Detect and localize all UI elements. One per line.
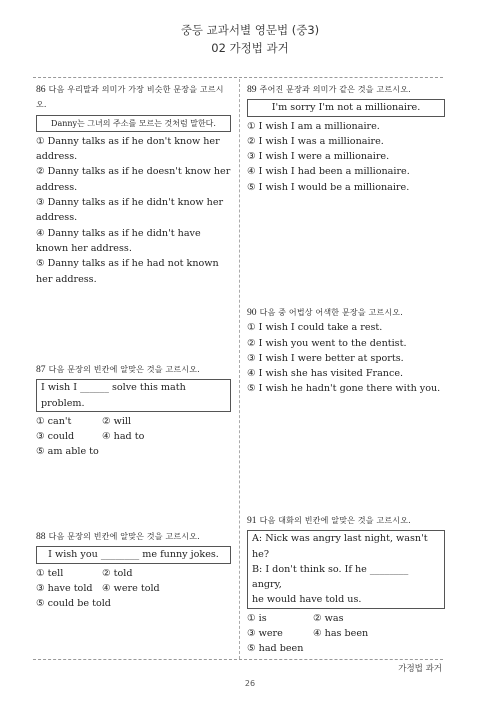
- footer-section-label: 가정법 과거: [398, 664, 442, 674]
- question-89-prompt: 89 주어진 문장과 의미가 같은 것을 고르시오.: [247, 84, 411, 95]
- question-86-option[interactable]: ① Danny talks as if he don't know her address.: [36, 135, 220, 163]
- question-86-option[interactable]: ③ Danny talks as if he didn't know her address.: [36, 197, 224, 224]
- question-88-option[interactable]: ④ were told: [102, 582, 160, 594]
- question-88-option[interactable]: ② told: [102, 567, 133, 579]
- question-89-option[interactable]: ② I wish I was a millionaire.: [247, 135, 384, 147]
- page-number: 26: [244, 679, 256, 688]
- question-91-prompt: 91 다음 대화의 빈칸에 알맞은 것을 고르시오.: [247, 515, 411, 526]
- question-88: [36, 529, 231, 611]
- question-88-box: I wish you ________ me funny jokes.: [36, 546, 231, 563]
- question-87-box: I wish I ______ solve this math problem.: [36, 379, 231, 412]
- question-88-option[interactable]: ⑤ could be told: [36, 598, 111, 610]
- question-90-option[interactable]: ③ I wish I were better at sports.: [247, 352, 404, 364]
- question-91-dialogue-box: [247, 530, 445, 608]
- question-87-prompt: 87 다음 문장의 빈칸에 알맞은 것을 고르시오.: [36, 364, 200, 375]
- dialogue-line: he would have told us.: [252, 594, 362, 606]
- question-91-option[interactable]: ② was: [313, 612, 344, 624]
- column-divider: [239, 79, 240, 659]
- page-header-subtitle: 02 가정법 과거: [211, 41, 289, 55]
- question-87: [36, 362, 231, 460]
- question-87-option[interactable]: ① can't: [36, 415, 72, 427]
- question-86-option[interactable]: ④ Danny talks as if he didn't have known her address.: [36, 227, 201, 254]
- question-87-option[interactable]: ③ could: [36, 431, 75, 443]
- question-89-option[interactable]: ③ I wish I were a millionaire.: [247, 151, 390, 163]
- question-87-option[interactable]: ④ had to: [102, 431, 145, 443]
- question-86-box: Danny는 그녀의 주소를 모르는 것처럼 말한다.: [36, 115, 231, 132]
- question-89-option[interactable]: ① I wish I am a millionaire.: [247, 120, 380, 132]
- question-90-prompt: 90 다음 중 어법상 어색한 문장을 고르시오.: [247, 307, 403, 318]
- question-89-box: I'm sorry I'm not a millionaire.: [247, 99, 445, 116]
- question-91-option[interactable]: ⑤ had been: [247, 643, 304, 655]
- dialogue-line: B: I don't think so. If he ________ angry,: [252, 563, 409, 591]
- question-90-option[interactable]: ① I wish I could take a rest.: [247, 322, 383, 334]
- question-87-option[interactable]: ② will: [102, 415, 132, 427]
- question-86: [36, 82, 231, 287]
- dialogue-line: A: Nick was angry last night, wasn't he?: [252, 533, 428, 560]
- question-88-option[interactable]: ① tell: [36, 567, 64, 579]
- bottom-divider: [33, 659, 443, 660]
- question-86-option[interactable]: ⑤ Danny talks as if he had not known her address.: [36, 258, 219, 285]
- question-88-option[interactable]: ③ have told: [36, 582, 93, 594]
- question-91: [247, 513, 445, 657]
- question-89-option[interactable]: ⑤ I wish I would be a millionaire.: [247, 181, 410, 193]
- question-87-option[interactable]: ⑤ am able to: [36, 446, 99, 458]
- top-divider: [33, 77, 443, 78]
- question-90: [247, 305, 445, 397]
- question-89: [247, 82, 445, 195]
- question-86-prompt: 86 다음 우리말과 의미가 가장 비슷한 문장을 고르시오.: [36, 84, 224, 110]
- question-91-option[interactable]: ③ were: [247, 628, 283, 640]
- question-90-option[interactable]: ④ I wish she has visited France.: [247, 368, 404, 380]
- question-88-prompt: 88 다음 문장의 빈칸에 알맞은 것을 고르시오.: [36, 531, 200, 542]
- question-91-option[interactable]: ④ has been: [313, 628, 369, 640]
- question-89-option[interactable]: ④ I wish I had been a millionaire.: [247, 166, 410, 178]
- page-header-title: 중등 교과서별 영문법 (중3): [180, 23, 320, 37]
- question-91-option[interactable]: ① is: [247, 612, 267, 624]
- question-90-option[interactable]: ② I wish you went to the dentist.: [247, 337, 407, 349]
- question-86-option[interactable]: ② Danny talks as if he doesn't know her address.: [36, 166, 231, 193]
- question-90-option[interactable]: ⑤ I wish he hadn't gone there with you.: [247, 383, 441, 395]
